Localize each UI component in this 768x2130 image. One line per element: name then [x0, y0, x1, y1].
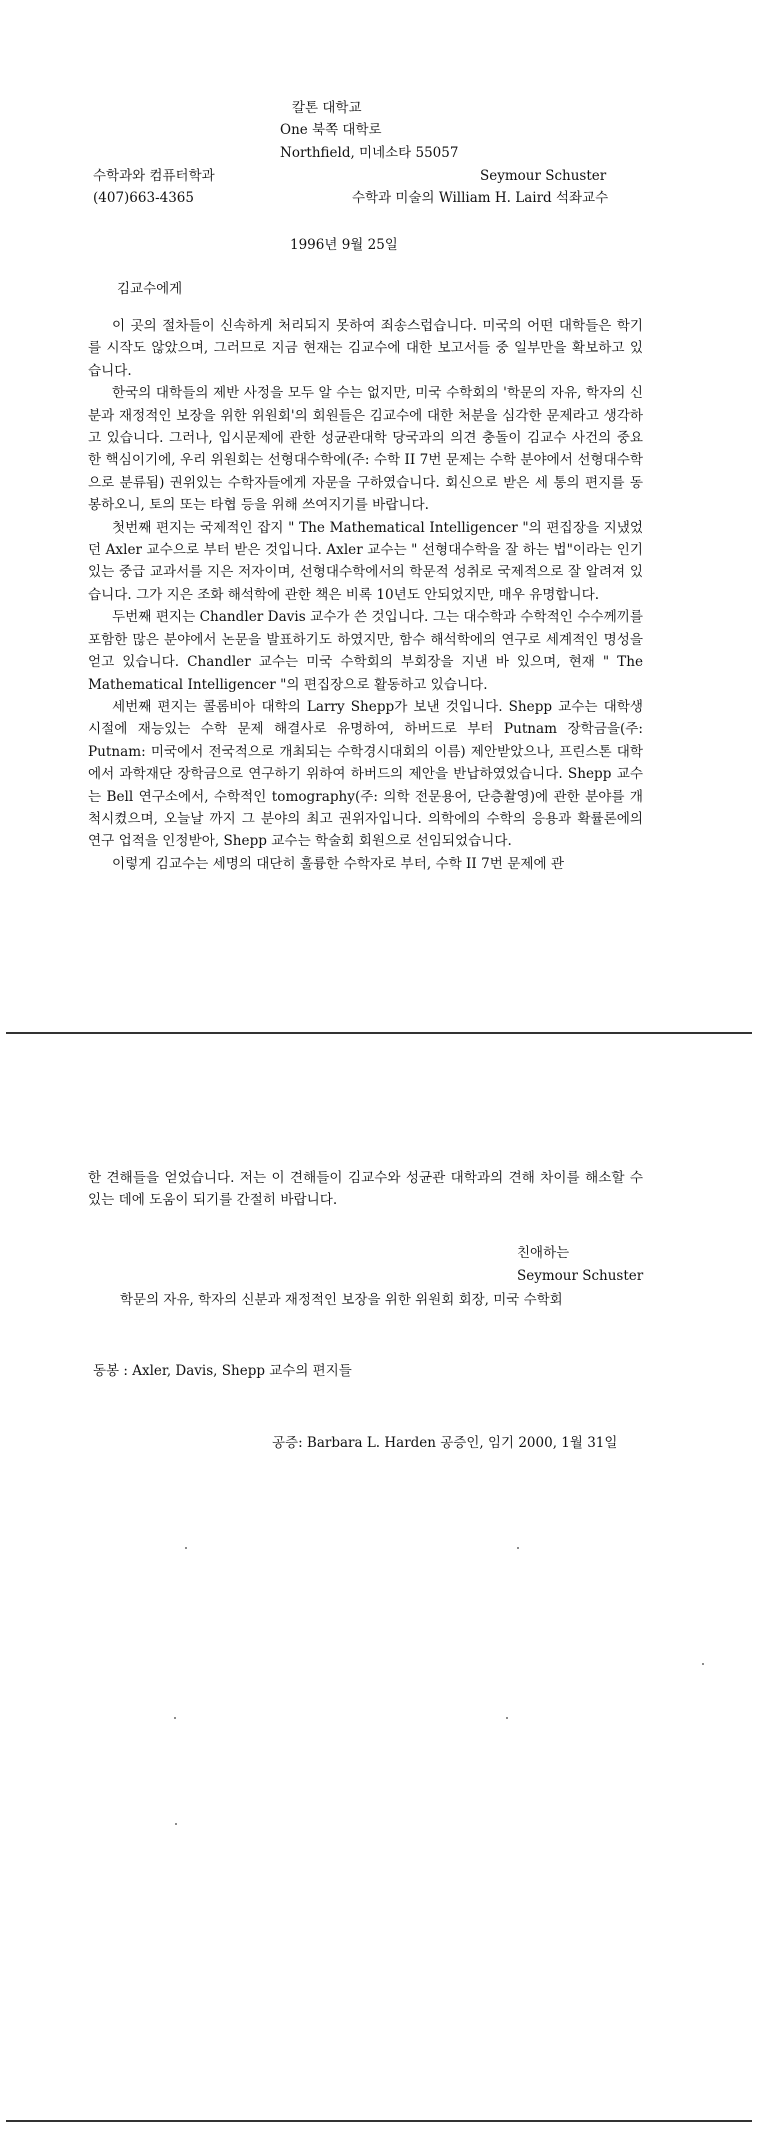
scan-speck [174, 1717, 176, 1719]
city-address: Northfield, 미네소타 55057 [280, 145, 459, 161]
signer-name-header: Seymour Schuster [480, 168, 607, 184]
page-divider-bottom [6, 2120, 752, 2122]
signer-title-header: 수학과 미술의 William H. Laird 석좌교수 [352, 190, 609, 206]
university-name: 칼톤 대학교 [292, 100, 362, 116]
scan-speck [175, 1823, 177, 1825]
letter-date: 1996년 9월 25일 [290, 237, 398, 253]
paragraph-2: 한국의 대학들의 제반 사정을 모두 알 수는 없지만, 미국 수학회의 '학문의 자유, 학자의 신분과 재정적인 보장을 위한 위원회'의 회원들은 김교수에 대한 처분을 심각한 문제라고 생각하고 있습니다. 그러나, 입시문제에 관한 성균관대학 당국과의 의견 충돌이 김교수 사건의 중요한 핵심이기에, 우리 위원회는 선형대수학에(주: 수학 II 7번 문제는 수학 분야에서 선형대수학으로 분류됨) 권위있는 수학자들에게 자문을 구하였습니다. 회신으로 받은 세 통의 편지를 동봉하오니, 토의 또는 타협 등을 위해 쓰여지기를 바랍니다. [88, 385, 643, 514]
closing-complimentary: 친애하는 [517, 1245, 570, 1261]
closing-signer-title: 학문의 자유, 학자의 신분과 재정적인 보장을 위한 위원회 회장, 미국 수학회 [120, 1292, 563, 1308]
enclosure-note: 동봉 : Axler, Davis, Shepp 교수의 편지들 [93, 1363, 352, 1379]
paragraph-6: 이렇게 김교수는 세명의 대단히 훌륭한 수학자로 부터, 수학 II 7번 문제에 관 [112, 855, 565, 872]
street-address: One 북쪽 대학로 [280, 122, 382, 138]
scan-speck [506, 1717, 508, 1719]
scan-speck [185, 1547, 187, 1549]
scan-speck [702, 1663, 704, 1665]
notary-note: 공증: Barbara L. Harden 공증인, 임기 2000, 1월 31일 [272, 1435, 618, 1451]
department-phone: (407)663-4365 [93, 190, 194, 206]
paragraph-4: 두번째 편지는 Chandler Davis 교수가 쓴 것입니다. 그는 대수학과 수학적인 수수께끼를 포함한 많은 분야에서 논문을 발표하기도 하였지만, 함수 해석학에의 연구로 세계적인 명성을 얻고 있습니다. Chandler 교수는 미국 수학회의 부회장을 지낸 바 있으며, 현재 " The Mathematical Intelligencer "의 편집장으로 활동하고 있습니다. [88, 609, 643, 693]
paragraph-1: 이 곳의 절차들이 신속하게 처리되지 못하여 죄송스럽습니다. 미국의 어떤 대학들은 학기를 시작도 않았으며, 그러므로 지금 현재는 김교수에 대한 보고서들 중 일부만을 확보하고 있습니다. [88, 318, 643, 379]
department-name: 수학과와 컴퓨터학과 [93, 168, 215, 184]
closing-signer-name: Seymour Schuster [517, 1268, 644, 1284]
paragraph-3: 첫번째 편지는 국제적인 잡지 " The Mathematical Intelligencer "의 편집장을 지냈었던 Axler 교수으로 부터 받은 것입니다. Axler 교수는 " 선형대수학을 잘 하는 법"이라는 인기있는 중급 교과서를 지은 저자이며, 선형대수학에서의 학문적 성취로 국제적으로 잘 알려져 있습니다. 그가 지은 조화 해석학에 관한 책은 비록 10년도 안되었지만, 매우 유명합니다. [88, 519, 643, 603]
continuation-text: 한 견해들을 얻었습니다. 저는 이 견해들이 김교수와 성균관 대학과의 견해 차이를 해소할 수 있는 데에 도움이 되기를 간절히 바랍니다. [88, 1170, 643, 1209]
page-divider-top [6, 1032, 752, 1034]
letter-continuation [88, 1167, 643, 1212]
salutation: 김교수에게 [117, 281, 183, 297]
paragraph-5: 세번째 편지는 콜롬비아 대학의 Larry Shepp가 보낸 것입니다. Shepp 교수는 대학생 시절에 재능있는 수학 문제 해결사로 유명하여, 하버드로 부터 Putnam 장학금을(주: Putnam: 미국에서 전국적으로 개최되는 수학경시대회의 이름) 제안받았으나, 프린스톤 대학에서 과학재단 장학금으로 연구하기 위하여 하버드의 제안을 반납하였었습니다. Shepp 교수는 Bell 연구소에서, 수학적인 tomography(주: 의학 전문용어, 단층촬영)에 관한 분야를 개척시켰으며, 오늘날 까지 그 분야의 최고 권위자입니다. 의학에의 수학의 응용과 확률론에의 연구 업적을 인정받아, Shepp 교수는 학술회 회원으로 선임되었습니다. [88, 698, 643, 850]
scan-speck [517, 1547, 519, 1549]
letter-body [88, 315, 643, 875]
